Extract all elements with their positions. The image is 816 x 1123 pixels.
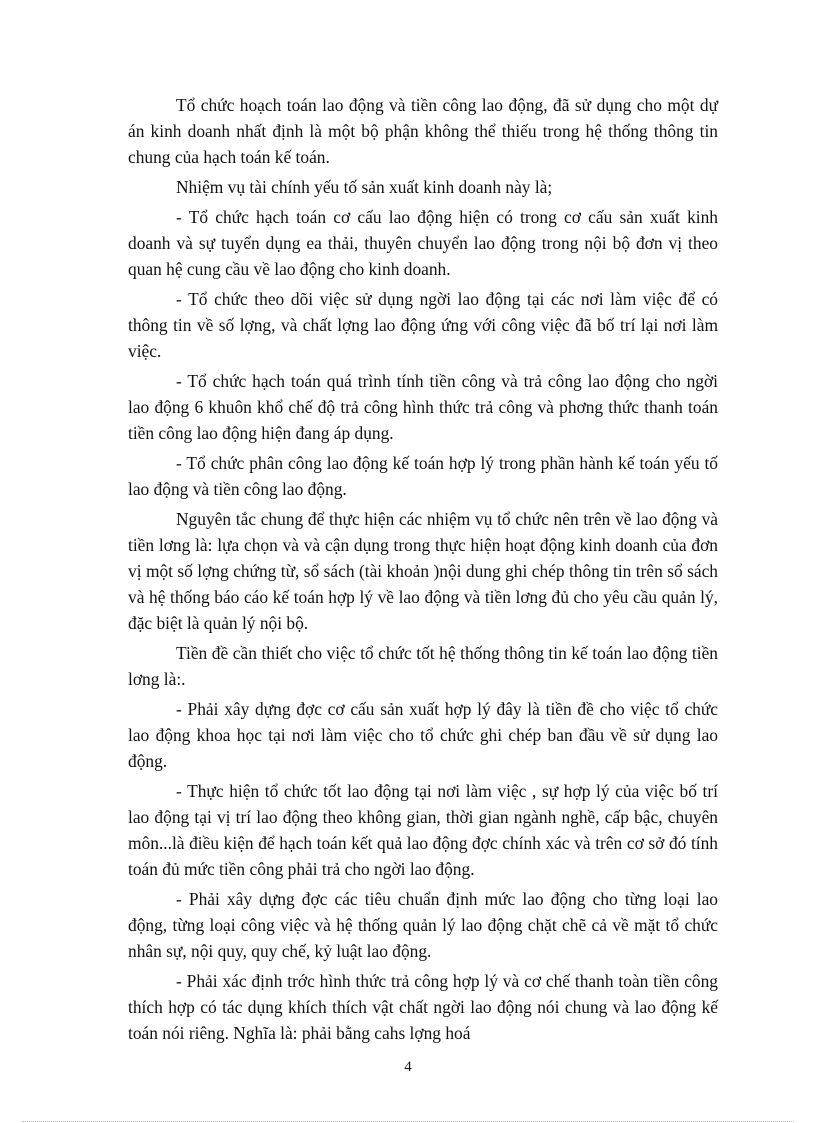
- paragraph: - Phải xây dựng đợc các tiêu chuẩn định mức lao động cho từng loại lao động, từng loại công việc và hệ thống quản lý lao động chặt chẽ cả về mặt tổ chức nhân sự, nội quy, quy chế, kỷ luật lao động.: [128, 889, 718, 961]
- page-edge-divider: [22, 1121, 794, 1122]
- paragraph: Nguyên tắc chung để thực hiện các nhiệm vụ tổ chức nên trên về lao động và tiền lơng là: lựa chọn và và cận dụng trong thực hiện hoạt động kinh doanh của đơn vị một số lợng chứng từ, sổ sách (tài khoản )nội dung ghi chép thông tin trên sổ sách và hệ thống báo cáo kế toán hợp lý về lao động và tiền lơng đủ cho yêu cầu quản lý, đặc biệt là quản lý nội bộ.: [128, 509, 718, 633]
- paragraph: Tổ chức hoạch toán lao động và tiền công lao động, đã sử dụng cho một dự án kinh doanh nhất định là một bộ phận không thể thiếu trong hệ thống thông tin chung của hạch toán kế toán.: [128, 95, 718, 167]
- paragraph: - Tổ chức theo dõi việc sử dụng ngời lao động tại các nơi làm việc để có thông tin về số lợng, và chất lợng lao động ứng với công việc đã bố trí lại nơi làm việc.: [128, 289, 718, 361]
- paragraph: - Tổ chức hạch toán cơ cấu lao động hiện có trong cơ cấu sản xuất kinh doanh và sự tuyển dụng ea thải, thuyên chuyển lao động trong nội bộ đơn vị theo quan hệ cung cầu về lao động cho kinh doanh.: [128, 207, 718, 279]
- paragraph: - Phải xây dựng đợc cơ cấu sản xuất hợp lý đây là tiền đề cho việc tổ chức lao động khoa học tại nơi làm việc cho tổ chức ghi chép ban đầu về sử dụng lao động.: [128, 699, 718, 771]
- paragraph: - Tổ chức phân công lao động kế toán hợp lý trong phần hành kế toán yếu tố lao động và tiền công lao động.: [128, 453, 718, 499]
- paragraph: - Thực hiện tổ chức tốt lao động tại nơi làm việc , sự hợp lý của việc bố trí lao động tại vị trí lao động theo không gian, thời gian ngành nghề, cấp bậc, chuyên môn...là điều kiện để hạch toán kết quả lao động đợc chính xác và trên cơ sở đó tính toán đủ mức tiền công phải trả cho ngời lao động.: [128, 781, 718, 879]
- paragraph: Nhiệm vụ tài chính yếu tố sản xuất kinh doanh này là;: [176, 177, 553, 197]
- page-number: 4: [404, 1059, 412, 1075]
- paragraph: - Tổ chức hạch toán quá trình tính tiền công và trả công lao động cho ngời lao động 6 khuôn khổ chế độ trả công hình thức trả công và phơng thức thanh toán tiền công lao động hiện đang áp dụng.: [128, 371, 718, 443]
- paragraph: - Phải xác định trớc hình thức trả công hợp lý và cơ chế thanh toàn tiền công thích hợp có tác dụng khích thích vật chất ngời lao động nói chung và lao động kế toán nói riêng. Nghĩa là: phải bằng cahs lợng hoá: [128, 971, 718, 1043]
- body-text: [128, 92, 718, 1050]
- paragraph: Tiền đề cần thiết cho việc tổ chức tốt hệ thống thông tin kế toán lao động tiền lơng là:.: [128, 643, 718, 689]
